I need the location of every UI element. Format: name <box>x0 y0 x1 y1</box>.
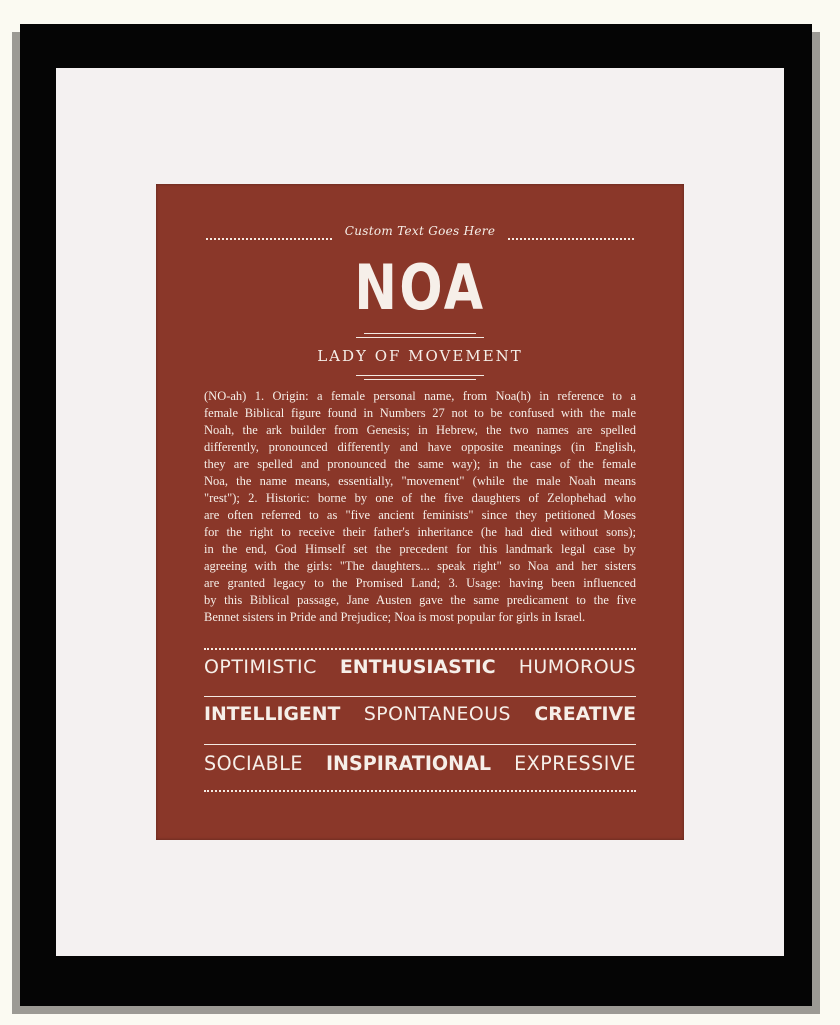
definition-line: "rest"); 2. Historic: borne by one of the five daughters of Zelophehad who <box>204 491 636 505</box>
definition-line: Noah, the ark builder from Genesis; in Hebrew, the two names are spelled <box>204 423 636 437</box>
trait-word: HUMOROUS <box>518 656 636 678</box>
definition-line: Noa, the name means, essentially, "movement" (while the male Noah means <box>204 474 636 488</box>
definition-line: Bennet sisters in Pride and Prejudice; Noa is most popular for girls in Israel. <box>204 610 586 624</box>
rule-top-2 <box>356 337 484 338</box>
trait-row-1 <box>204 656 636 690</box>
trait-word: OPTIMISTIC <box>204 656 317 678</box>
trait-row-2 <box>204 704 636 738</box>
definition-line: by this Biblical passage, Jane Austen gave the same predicament to the five <box>204 593 636 607</box>
definition-line: (NO-ah) 1. Origin: a female personal name, from Noa(h) in reference to a <box>204 389 636 403</box>
dotted-rule-right <box>508 238 634 240</box>
rule-bottom-1 <box>356 375 484 376</box>
name-title: NOA <box>354 251 486 324</box>
rule-top-1 <box>364 333 476 334</box>
trait-word: EXPRESSIVE <box>514 752 636 775</box>
trait-word: SPONTANEOUS <box>363 704 511 725</box>
definition-line: differently, pronounced differently and have opposite meanings (in English, <box>204 440 636 454</box>
trait-divider-1 <box>204 696 636 697</box>
definition-line: they are spelled and pronounced the same way); in the case of the female <box>204 457 636 471</box>
dotted-rule-left <box>206 238 332 240</box>
trait-word: INTELLIGENT <box>204 704 341 725</box>
trait-row-3 <box>204 752 636 786</box>
trait-word: SOCIABLE <box>204 752 303 775</box>
name-meaning: LADY OF MOVEMENT <box>317 347 523 365</box>
definition-line: in the end, God Himself set the precedent for this landmark legal case by <box>204 542 636 556</box>
trait-divider-2 <box>204 744 636 745</box>
definition-line: are often referred to as "five ancient feminists" since they petitioned Moses <box>204 508 636 522</box>
trait-word: INSPIRATIONAL <box>325 752 492 775</box>
custom-text: Custom Text Goes Here <box>344 224 496 238</box>
definition-line: for the right to receive their father's inheritance (he had died without sons); <box>204 525 636 539</box>
name-print <box>156 184 684 840</box>
dotted-rule-traits-bottom <box>204 790 636 792</box>
trait-word: CREATIVE <box>534 704 636 725</box>
definition-line: agreeing with the girls: "The daughters... speak right" so Noa and her sisters <box>204 559 636 573</box>
rule-bottom-2 <box>364 379 476 380</box>
dotted-rule-traits-top <box>204 648 636 650</box>
definition-line: female Biblical figure found in Numbers 27 not to be confused with the male <box>204 406 636 420</box>
name-definition <box>204 388 636 626</box>
trait-word: ENTHUSIASTIC <box>339 656 496 678</box>
definition-line: are granted legacy to the Promised Land; 3. Usage: having been influenced <box>204 576 636 590</box>
